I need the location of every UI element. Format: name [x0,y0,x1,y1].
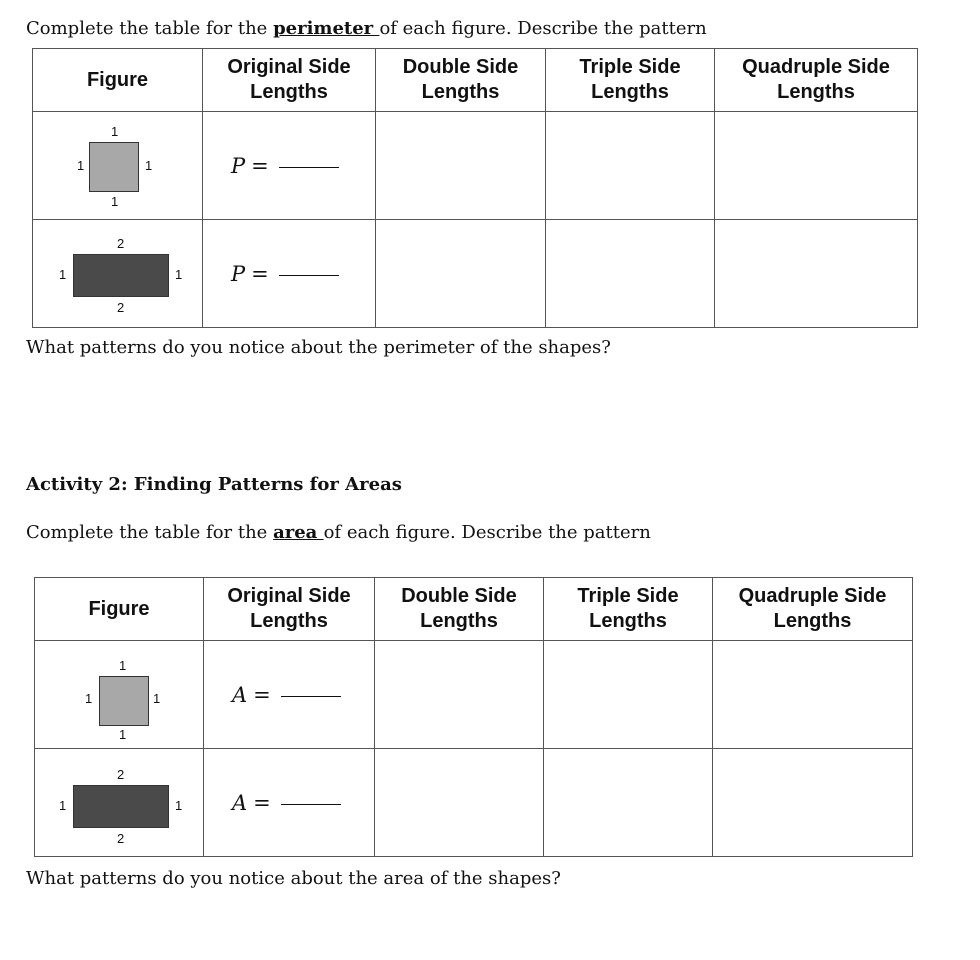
triple-cell[interactable] [546,220,715,328]
figure-cell [33,112,203,220]
header-quadruple: Quadruple Side Lengths [713,578,913,641]
original-cell[interactable] [204,641,375,749]
header-double: Double Side Lengths [376,49,546,112]
answer-blank[interactable] [279,274,339,276]
side-label-right: 1 [153,691,161,706]
quadruple-cell[interactable] [715,112,918,220]
header-quadruple: Quadruple Side Lengths [715,49,918,112]
formula-eq: = [253,790,271,815]
area-prompt-pre: Complete the table for the [26,522,274,543]
formula-var: A [232,682,248,707]
figure-cell [33,220,203,328]
side-label-bottom: 1 [111,194,119,209]
rectangle-figure [73,785,169,828]
formula-var: A [232,790,248,815]
header-figure: Figure [35,578,204,641]
original-cell[interactable] [203,112,376,220]
side-label-left: 1 [77,158,85,173]
figure-cell [35,749,204,857]
quadruple-cell[interactable] [713,749,913,857]
side-label-left: 1 [85,691,93,706]
answer-blank[interactable] [281,803,341,805]
perimeter-prompt-key: perimeter [273,18,380,39]
table-row [35,749,913,857]
triple-cell[interactable] [546,112,715,220]
double-cell[interactable] [376,112,546,220]
triple-cell[interactable] [544,749,713,857]
quadruple-cell[interactable] [713,641,913,749]
original-cell[interactable] [203,220,376,328]
double-cell[interactable] [375,641,544,749]
table-row [33,220,918,328]
formula-eq: = [253,682,271,707]
formula-eq: = [251,261,269,286]
perimeter-table [32,48,918,328]
square-figure [99,676,149,726]
table-row [35,641,913,749]
side-label-top: 1 [111,124,119,139]
area-prompt [26,522,651,543]
area-prompt-post: of each figure. Describe the pattern [323,522,651,543]
header-original: Original Side Lengths [203,49,376,112]
header-triple: Triple Side Lengths [546,49,715,112]
perimeter-header-row [33,49,918,112]
perimeter-prompt-pre: Complete the table for the [26,18,274,39]
area-prompt-key: area [273,522,324,543]
side-label-right: 1 [145,158,153,173]
side-label-bottom: 2 [117,831,125,846]
perimeter-prompt [26,18,707,39]
answer-blank[interactable] [279,166,339,168]
side-label-top: 1 [119,658,127,673]
header-double: Double Side Lengths [375,578,544,641]
side-label-bottom: 1 [119,727,127,742]
original-cell[interactable] [204,749,375,857]
area-question: What patterns do you notice about the area of the shapes? [26,868,561,889]
side-label-top: 2 [117,236,125,251]
formula-var: P [231,153,246,178]
table-row [33,112,918,220]
area-header-row [35,578,913,641]
side-label-left: 1 [59,798,67,813]
header-triple: Triple Side Lengths [544,578,713,641]
area-table [34,577,913,857]
answer-blank[interactable] [281,695,341,697]
activity2-title: Activity 2: Finding Patterns for Areas [26,474,402,495]
perimeter-question: What patterns do you notice about the perimeter of the shapes? [26,337,611,358]
formula-var: P [231,261,246,286]
side-label-top: 2 [117,767,125,782]
header-figure: Figure [33,49,203,112]
square-figure [89,142,139,192]
double-cell[interactable] [376,220,546,328]
figure-cell [35,641,204,749]
formula-eq: = [251,153,269,178]
perimeter-prompt-post: of each figure. Describe the pattern [379,18,707,39]
side-label-left: 1 [59,267,67,282]
rectangle-figure [73,254,169,297]
quadruple-cell[interactable] [715,220,918,328]
triple-cell[interactable] [544,641,713,749]
header-original: Original Side Lengths [204,578,375,641]
double-cell[interactable] [375,749,544,857]
side-label-right: 1 [175,798,183,813]
side-label-right: 1 [175,267,183,282]
side-label-bottom: 2 [117,300,125,315]
